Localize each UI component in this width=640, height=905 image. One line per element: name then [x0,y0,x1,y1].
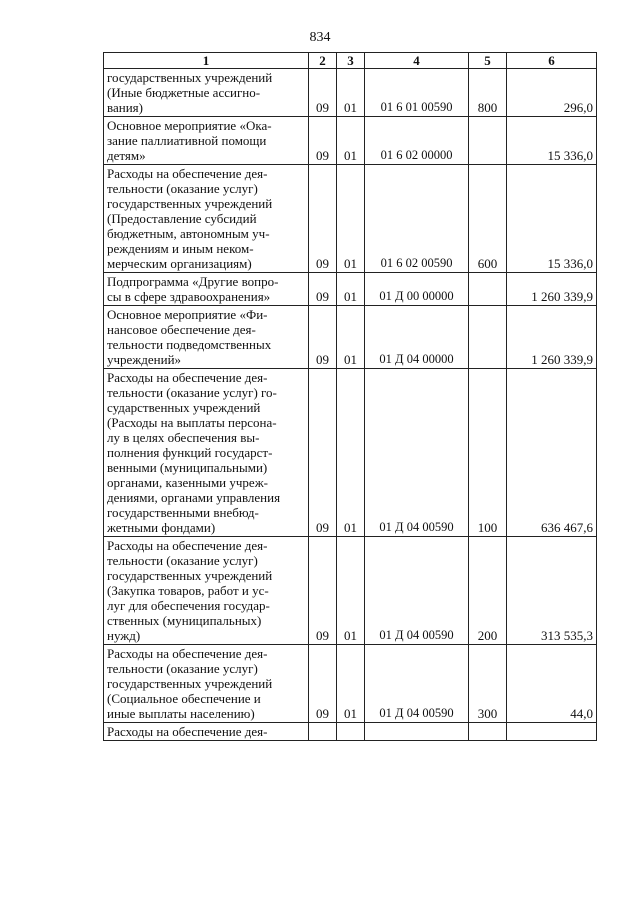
amount: 44,0 [507,645,597,723]
expense-name: Основное мероприятие «Ока- зание паллиативной помощи детям» [104,117,309,165]
expense-name: Подпрограмма «Другие вопро- сы в сфере здравоохранения» [104,273,309,306]
table-row [104,369,597,537]
subsection-code: 01 [337,273,365,306]
target-article-code: 01 Д 00 00000 [365,273,469,306]
table-row [104,537,597,645]
section-code: 09 [309,306,337,369]
table-row [104,117,597,165]
column-header-3: 3 [337,53,365,69]
target-article-code: 01 6 02 00590 [365,165,469,273]
expense-type-code [469,723,507,741]
subsection-code [337,723,365,741]
column-header-5: 5 [469,53,507,69]
target-article-code [365,723,469,741]
column-header-1: 1 [104,53,309,69]
expense-type-code: 600 [469,165,507,273]
subsection-code: 01 [337,165,365,273]
expense-name: Расходы на обеспечение дея- [104,723,309,741]
expense-type-code [469,273,507,306]
expense-type-code: 800 [469,69,507,117]
target-article-code: 01 6 02 00000 [365,117,469,165]
target-article-code: 01 Д 04 00590 [365,645,469,723]
section-code: 09 [309,645,337,723]
section-code: 09 [309,69,337,117]
section-code: 09 [309,117,337,165]
page-number: 834 [309,30,331,45]
expense-name: государственных учреждений (Иные бюджетные ассигно- вания) [104,69,309,117]
expense-name: Расходы на обеспечение дея- тельности (оказание услуг) государственных учреждений (Социальное обеспечение и иные выплаты населению) [104,645,309,723]
amount: 1 260 339,9 [507,273,597,306]
amount: 636 467,6 [507,369,597,537]
expense-type-code [469,117,507,165]
table-row [104,723,597,741]
expense-type-code: 100 [469,369,507,537]
expense-type-code [469,306,507,369]
expense-type-code: 300 [469,645,507,723]
budget-table [103,52,597,741]
table-row [104,165,597,273]
expense-type-code: 200 [469,537,507,645]
column-header-6: 6 [507,53,597,69]
subsection-code: 01 [337,306,365,369]
amount: 313 535,3 [507,537,597,645]
subsection-code: 01 [337,645,365,723]
table-row [104,645,597,723]
amount [507,723,597,741]
target-article-code: 01 Д 04 00000 [365,306,469,369]
column-header-2: 2 [309,53,337,69]
amount: 15 336,0 [507,165,597,273]
amount: 1 260 339,9 [507,306,597,369]
table-row [104,306,597,369]
amount: 296,0 [507,69,597,117]
section-code [309,723,337,741]
target-article-code: 01 6 01 00590 [365,69,469,117]
target-article-code: 01 Д 04 00590 [365,369,469,537]
expense-name: Расходы на обеспечение дея- тельности (оказание услуг) государственных учреждений (Предоставление субсидий бюджетным, автономным уч- реждениям и иным неком- мерческим организациям) [104,165,309,273]
section-code: 09 [309,273,337,306]
table-row [104,273,597,306]
amount: 15 336,0 [507,117,597,165]
expense-name: Расходы на обеспечение дея- тельности (оказание услуг) го- сударственных учреждений (Расходы на выплаты персона- лу в целях обеспечения вы- полнения функций государст- венными (муниципальными) органами, казенными учреж- дениями, органами управления государственными внебюд- жетными фондами) [104,369,309,537]
section-code: 09 [309,369,337,537]
expense-name: Основное мероприятие «Фи- нансовое обеспечение дея- тельности подведомственных учреждений» [104,306,309,369]
subsection-code: 01 [337,69,365,117]
section-code: 09 [309,537,337,645]
expense-name: Расходы на обеспечение дея- тельности (оказание услуг) государственных учреждений (Закупка товаров, работ и ус- луг для обеспечения государ- ственных (муниципальных) нужд) [104,537,309,645]
subsection-code: 01 [337,369,365,537]
header-row [104,53,597,69]
column-header-4: 4 [365,53,469,69]
table-row [104,69,597,117]
target-article-code: 01 Д 04 00590 [365,537,469,645]
section-code: 09 [309,165,337,273]
subsection-code: 01 [337,537,365,645]
subsection-code: 01 [337,117,365,165]
